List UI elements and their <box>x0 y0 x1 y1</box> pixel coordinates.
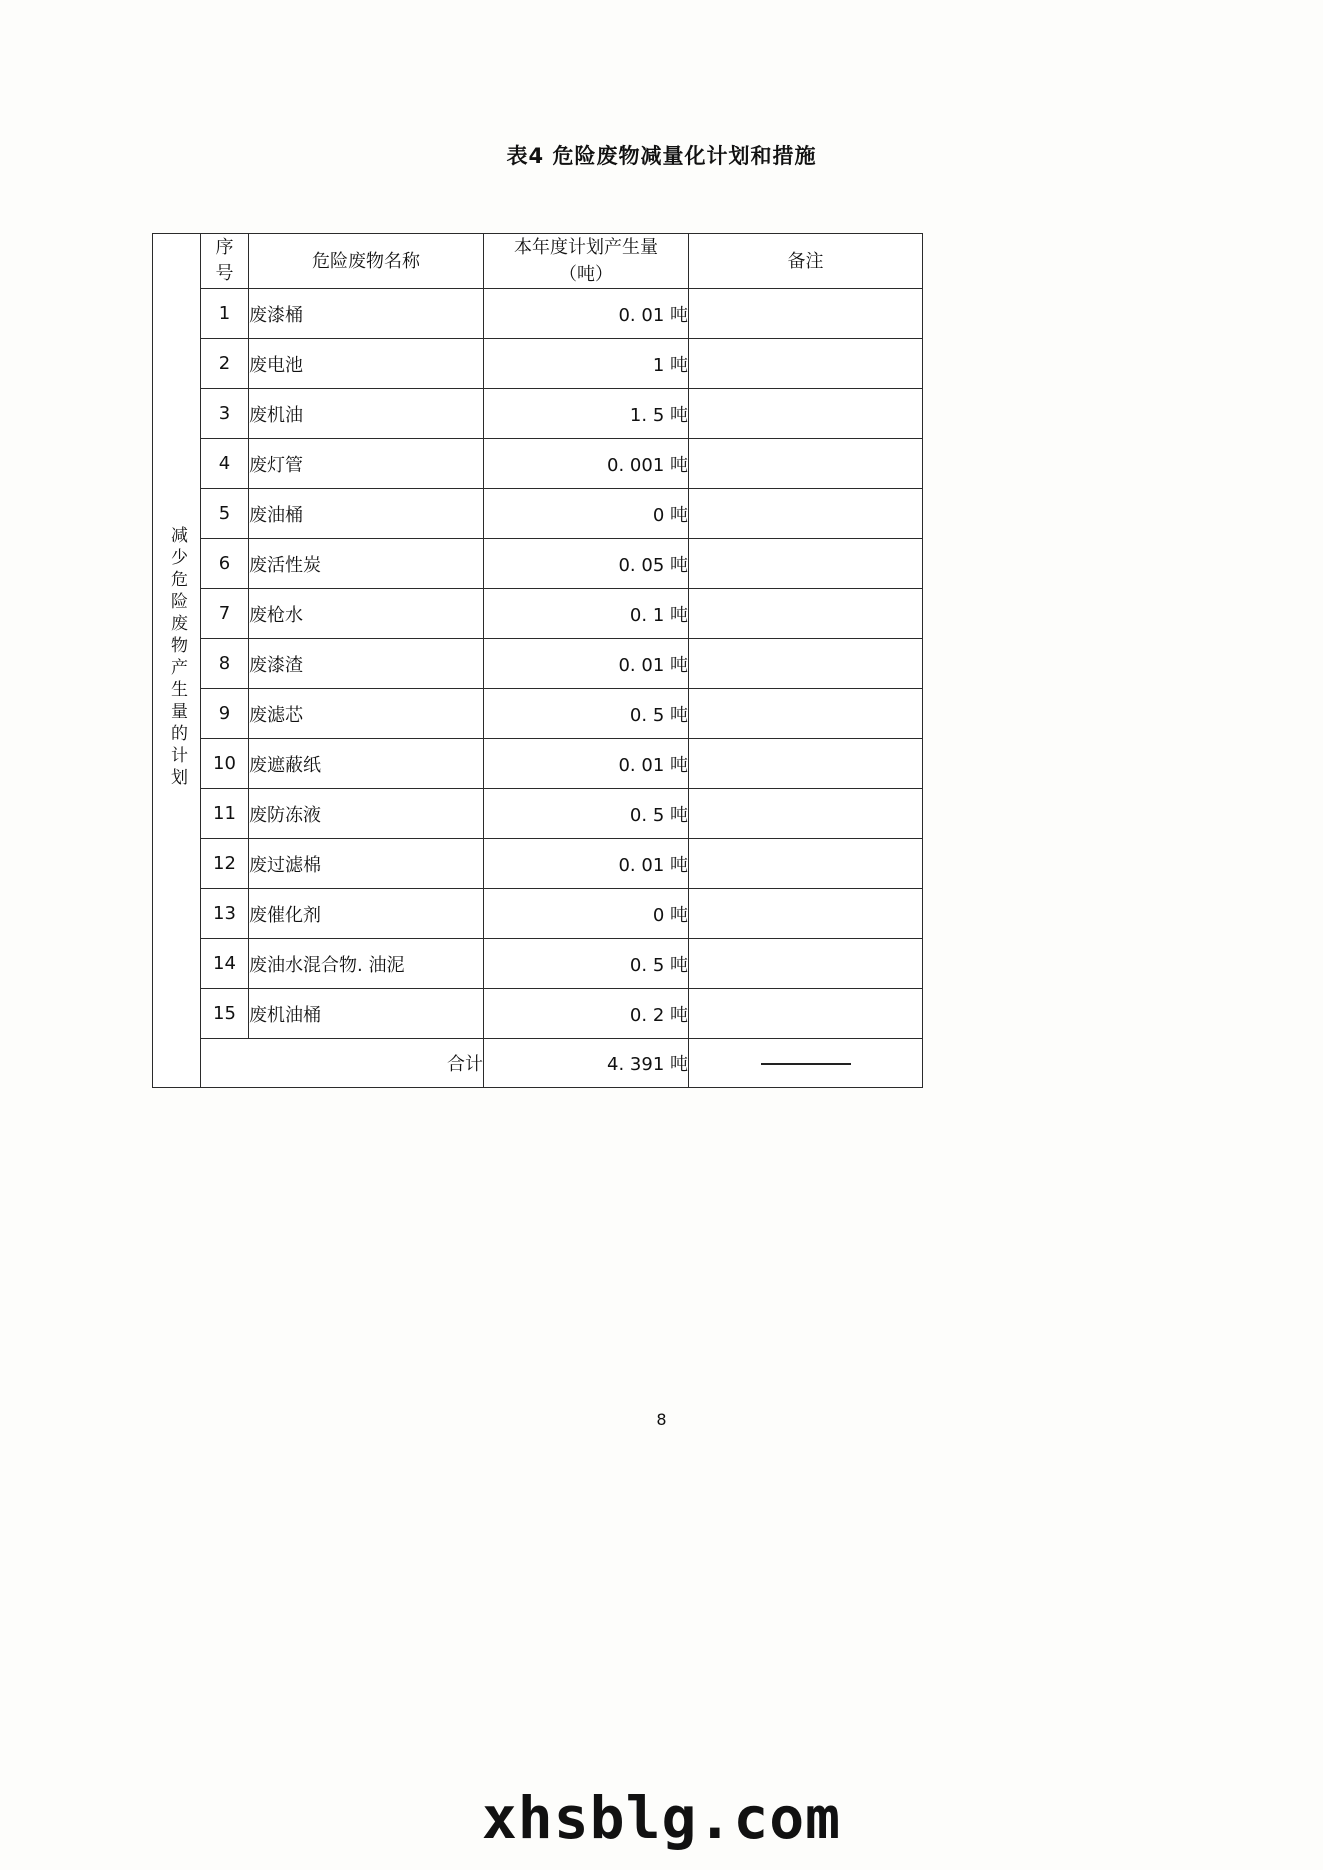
row-note <box>689 389 923 439</box>
row-index: 13 <box>201 889 249 939</box>
table-row <box>153 789 923 839</box>
row-waste-name: 废漆渣 <box>249 639 484 689</box>
row-quantity: 0. 5 吨 <box>484 789 689 839</box>
row-waste-name: 废漆桶 <box>249 289 484 339</box>
row-index: 7 <box>201 589 249 639</box>
row-note <box>689 539 923 589</box>
row-waste-name: 废防冻液 <box>249 789 484 839</box>
row-index: 11 <box>201 789 249 839</box>
row-waste-name: 废枪水 <box>249 589 484 639</box>
column-header-quantity-line2: （吨） <box>559 264 613 285</box>
row-note <box>689 689 923 739</box>
row-quantity: 0. 1 吨 <box>484 589 689 639</box>
row-note <box>689 789 923 839</box>
row-quantity: 1. 5 吨 <box>484 389 689 439</box>
row-waste-name: 废活性炭 <box>249 539 484 589</box>
row-note <box>689 639 923 689</box>
column-header-no-line2: 号 <box>215 263 234 284</box>
row-quantity: 0. 05 吨 <box>484 539 689 589</box>
table-row <box>153 739 923 789</box>
table-row <box>153 389 923 439</box>
row-note <box>689 289 923 339</box>
row-quantity: 0. 01 吨 <box>484 739 689 789</box>
row-quantity: 0. 01 吨 <box>484 639 689 689</box>
table-row <box>153 339 923 389</box>
row-index: 2 <box>201 339 249 389</box>
row-waste-name: 废机油桶 <box>249 989 484 1039</box>
row-waste-name: 废电池 <box>249 339 484 389</box>
row-index: 10 <box>201 739 249 789</box>
row-note <box>689 839 923 889</box>
row-note <box>689 339 923 389</box>
page-title: 表4 危险废物减量化计划和措施 <box>506 144 817 168</box>
row-note <box>689 889 923 939</box>
table-header-row <box>153 234 923 289</box>
row-waste-name: 废遮蔽纸 <box>249 739 484 789</box>
row-waste-name: 废油水混合物. 油泥 <box>249 939 484 989</box>
row-group-header-label: 减少危险废物产生量的计划 <box>166 526 187 790</box>
table-row <box>153 689 923 739</box>
watermark-text: xhsblg.com <box>481 1784 842 1852</box>
row-waste-name: 废滤芯 <box>249 689 484 739</box>
row-quantity: 0. 01 吨 <box>484 289 689 339</box>
hazardous-waste-table-wrapper <box>152 233 922 1088</box>
column-header-quantity <box>484 234 689 289</box>
row-quantity: 0. 01 吨 <box>484 839 689 889</box>
row-note <box>689 439 923 489</box>
column-header-name: 危险废物名称 <box>249 234 484 289</box>
row-index: 1 <box>201 289 249 339</box>
table-row <box>153 639 923 689</box>
table-row <box>153 589 923 639</box>
column-header-no <box>201 234 249 289</box>
dash-icon <box>761 1063 851 1065</box>
total-note <box>689 1039 923 1088</box>
row-note <box>689 739 923 789</box>
row-quantity: 0 吨 <box>484 489 689 539</box>
table-total-row <box>153 1039 923 1088</box>
row-note <box>689 489 923 539</box>
table-row <box>153 889 923 939</box>
row-index: 4 <box>201 439 249 489</box>
row-index: 15 <box>201 989 249 1039</box>
row-index: 12 <box>201 839 249 889</box>
table-row <box>153 939 923 989</box>
row-waste-name: 废过滤棉 <box>249 839 484 889</box>
row-note <box>689 989 923 1039</box>
row-index: 5 <box>201 489 249 539</box>
row-quantity: 0. 2 吨 <box>484 989 689 1039</box>
row-quantity: 1 吨 <box>484 339 689 389</box>
table-row <box>153 539 923 589</box>
hazardous-waste-reduction-table <box>152 233 923 1088</box>
total-quantity: 4. 391 吨 <box>484 1039 689 1088</box>
table-row <box>153 839 923 889</box>
row-quantity: 0. 5 吨 <box>484 689 689 739</box>
page-number: 8 <box>656 1410 667 1429</box>
row-note <box>689 589 923 639</box>
row-waste-name: 废油桶 <box>249 489 484 539</box>
column-header-quantity-line1: 本年度计划产生量 <box>514 237 658 258</box>
row-index: 9 <box>201 689 249 739</box>
column-header-note: 备注 <box>689 234 923 289</box>
total-label: 合计 <box>201 1039 484 1088</box>
row-note <box>689 939 923 989</box>
row-quantity: 0. 5 吨 <box>484 939 689 989</box>
row-group-header-cell <box>153 234 201 1088</box>
row-waste-name: 废催化剂 <box>249 889 484 939</box>
row-quantity: 0 吨 <box>484 889 689 939</box>
row-waste-name: 废灯管 <box>249 439 484 489</box>
table-row <box>153 289 923 339</box>
row-quantity: 0. 001 吨 <box>484 439 689 489</box>
table-row <box>153 989 923 1039</box>
row-index: 6 <box>201 539 249 589</box>
row-index: 14 <box>201 939 249 989</box>
row-index: 8 <box>201 639 249 689</box>
row-waste-name: 废机油 <box>249 389 484 439</box>
table-row <box>153 439 923 489</box>
row-index: 3 <box>201 389 249 439</box>
column-header-no-line1: 序 <box>215 236 234 258</box>
table-row <box>153 489 923 539</box>
